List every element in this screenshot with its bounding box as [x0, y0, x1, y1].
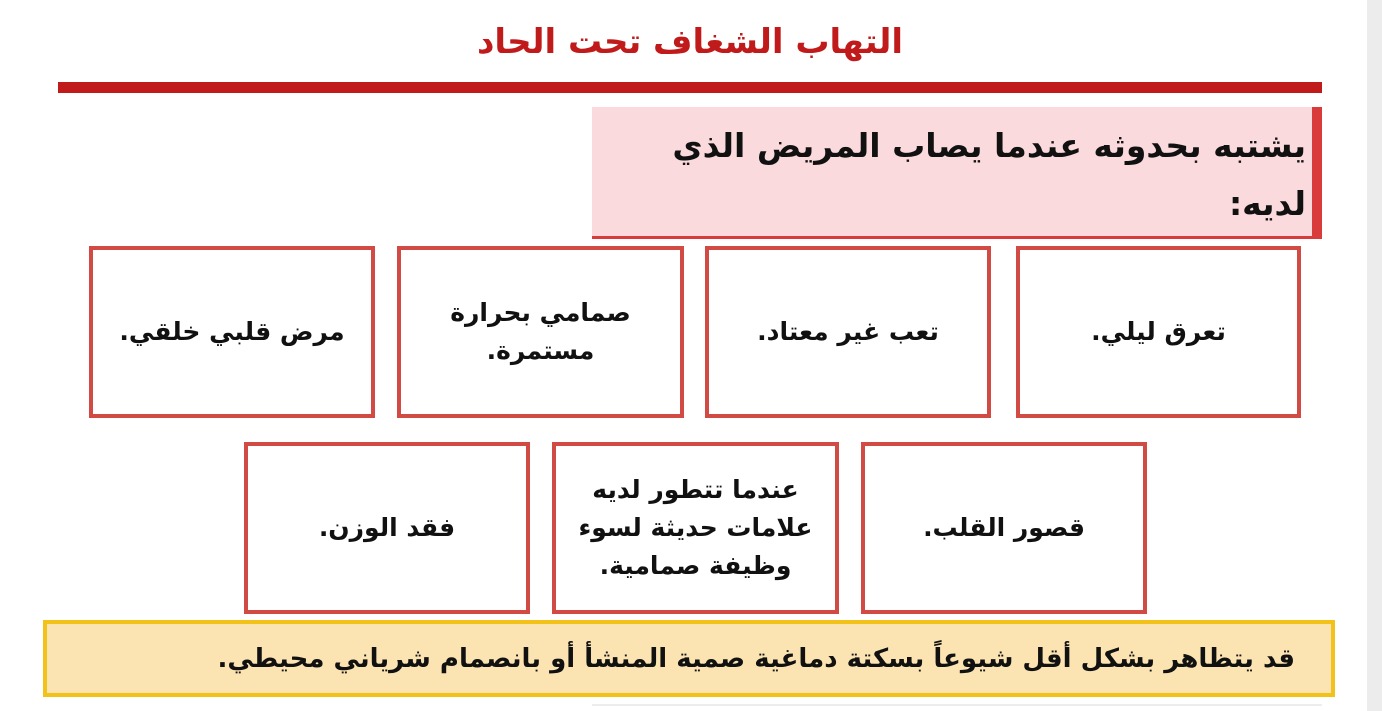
card-text: صمامي بحرارة مستمرة.	[450, 298, 631, 365]
bottom-divider	[592, 704, 1322, 706]
card-text: تعب غير معتاد.	[757, 317, 939, 346]
card-weight-loss	[244, 442, 530, 614]
card-text: فقد الوزن.	[318, 513, 456, 542]
intro-text: يشتبه بحدوثه عندما يصاب المريض الذي لديه:	[672, 126, 1306, 223]
card-new-valve-dysfunction	[552, 442, 839, 614]
note-box	[43, 620, 1335, 697]
title-divider	[58, 82, 1322, 93]
page-edge	[1367, 0, 1382, 711]
card-congenital-heart-disease	[89, 246, 375, 418]
card-unusual-fatigue	[705, 246, 991, 418]
slide-title: التهاب الشغاف تحت الحاد	[476, 22, 904, 62]
card-text: تعرق ليلي.	[1091, 317, 1226, 346]
card-text: عندما تتطور لديه علامات حديثة لسوء وظيفة صمامية.	[578, 475, 813, 580]
card-text: قصور القلب.	[923, 513, 1085, 542]
card-text: مرض قلبي خلقي.	[119, 317, 345, 346]
intro-box	[592, 107, 1322, 239]
card-heart-failure	[861, 442, 1147, 614]
note-text: قد يتظاهر بشكل أقل شيوعاً بسكتة دماغية صمية المنشأ أو بانصمام شرياني محيطي.	[217, 643, 1295, 674]
card-night-sweats	[1016, 246, 1301, 418]
card-valvular-fever	[397, 246, 684, 418]
